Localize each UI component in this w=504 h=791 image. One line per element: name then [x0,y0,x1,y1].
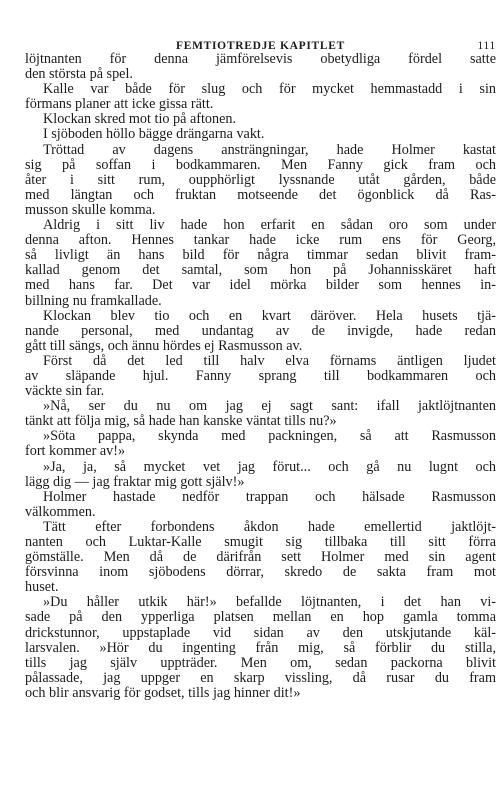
text-line: musson skulle komma. [25,202,156,218]
text-line: väckte sin far. [25,384,105,400]
text-line: så livligt än hans bild för några timmar sedan blivit fram- [25,248,496,264]
text-line: Holmer hastade nedför trappan och hälsade Rasmusson [43,489,496,505]
text-line: »Du håller utkik här!» befallde löjtnanten, i det han vi- [43,595,496,611]
text-line: billning nu framkallade. [25,293,162,309]
text-line: denna afton. Hennes tankar hade icke rum ens för Georg, [25,233,496,249]
text-line: lägg dig — jag fraktar mig gott själv!» [25,474,245,490]
text-line: drickstunnor, uppstaplade vid sidan av den utskjutande käl- [25,625,496,641]
text-line: med längtan och fruktan motseende det ögonblick då Ras- [25,187,496,203]
text-line: Kalle var både för slug och för mycket hemmastadd i sin [43,82,496,98]
text-line: Klockan skred mot tio på aftonen. [43,112,237,128]
text-line: fort kommer av!» [25,444,126,460]
text-line: av släpande hjul. Fanny sprang till bodkammaren och [25,368,496,384]
text-line: tills jag själv uppträder. Men om, sedan packorna blivit [25,655,496,671]
text-line: sade på den ypperliga platsen mellan en hop gamla tomma [25,610,496,626]
text-line: larsvalen. »Hör du ingenting från mig, så förblir du stilla, [25,640,496,656]
text-line: den största på spel. [25,67,133,83]
text-line: nande personal, med undantag av de invigde, hade redan [25,323,496,339]
text-line: Tröttad av dagens ansträngningar, hade Holmer kastat [43,142,496,158]
text-line: nanten och Luktar-Kalle smugit sig tillbaka till sitt förra [25,535,496,550]
page-number: 111 [477,40,496,52]
text-line: Först då det led till halv elva förnams äntligen ljudet [43,353,496,369]
text-line: Klockan blev tio och en kvart däröver. Hela husets tjä- [43,308,496,324]
text-line: kallad genom det samtal, som hon på Johannisskäret haft [25,263,496,279]
text-line: tänkt att följa mig, så hade han kanske väntat tills nu?» [25,414,337,430]
text-line: försvinna inom sjöbodens dörrar, skredo de sakta fram mot [25,565,496,581]
text-line: gömställe. Men då de därifrån sett Holmer med sin agent [25,550,496,566]
text-line: pålassade, jag uppger en skarp vissling, då rusar du fram [25,670,496,686]
text-line: Aldrig i sitt liv hade hon erfarit en sådan oro som under [43,218,496,234]
text-line: »Nå, ser du nu om jag ej sagt sant: ifall jaktlöjtnanten [43,399,496,415]
text-line: åter i sitt rum, oupphörligt lyssnande utåt gården, både [25,172,496,188]
text-line: »Söta pappa, skynda med packningen, så att Rasmusson [43,429,496,445]
text-line: och blir ansvarig för godset, tills jag hinner dit!» [25,685,301,701]
text-line: med hans far. Det var idel mörka bilder som hennes in- [25,278,496,294]
text-line: löjtnanten för denna jämförelsevis obetydliga fördel satte [25,52,496,67]
text-line: gått till sängs, och ännu hördes ej Rasmusson av. [25,338,303,354]
body-text [25,52,496,701]
text-line: sig på soffan i bodkammaren. Men Fanny gick fram och [25,157,496,173]
text-line: förmans planer att icke gissa rätt. [25,97,214,113]
text-line: I sjöboden höllo bägge drängarna vakt. [43,127,265,143]
text-line: »Ja, ja, så mycket vet jag förut... och gå nu lugnt och [43,459,496,475]
text-line: huset. [25,580,59,596]
text-line: välkommen. [25,504,96,520]
text-line: Tätt efter forbondens åkdon hade emellertid jaktlöjt- [43,519,496,535]
chapter-title: FEMTIOTREDJE KAPITLET [175,40,346,52]
